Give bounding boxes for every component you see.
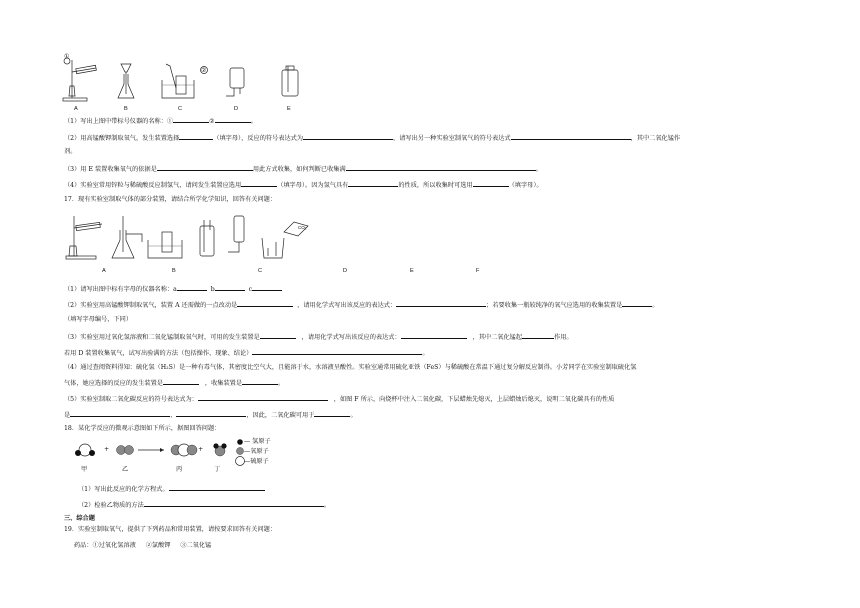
apparatus-2-d-drawing — [200, 220, 214, 256]
q17-line-2: （2）实验室用高锰酸钾制取氧气，装置 A 还需做的一点改动是 ，请用化学式写出该反应的表达式： ；若要收集一瓶较纯净的氧气应选用的收集装置是 。 — [64, 302, 659, 309]
figure2-label-c: C — [258, 268, 263, 274]
legend-oxygen: —氧原子 — [244, 448, 269, 455]
figure2-label-d: D — [343, 268, 348, 274]
blank-3-2[interactable] — [346, 164, 536, 171]
blank-17-3-3[interactable] — [522, 332, 554, 339]
blank-2-1[interactable] — [179, 133, 213, 140]
blank-c[interactable] — [252, 284, 282, 291]
plus-sign-1: + — [104, 446, 110, 453]
apparatus-figure-1 — [58, 58, 318, 108]
q18-title: 18．某化学反应的微观示意图如下所示，据图回答问题： — [64, 425, 221, 432]
q17-line-3-cont: 若用 D 装置收集氧气，试写出验满的方法（包括操作、现象、结论） 。 — [64, 350, 429, 357]
apparatus-d-drawing — [226, 68, 244, 96]
plus-sign-2: + — [198, 446, 204, 453]
blank-17-4-1[interactable] — [163, 378, 199, 385]
q16-line-2-cont: 剂。 — [64, 148, 77, 155]
blank-2-2[interactable] — [303, 133, 393, 140]
molecule-bing — [171, 444, 197, 456]
blank-17-5-3[interactable] — [176, 410, 246, 417]
q18-line-2: （2）检验乙物质的方法 。 — [78, 502, 330, 509]
molecule-yi — [117, 446, 134, 455]
apparatus-2-e-drawing — [228, 216, 244, 252]
blank-4-1[interactable] — [241, 180, 277, 187]
legend-hydrogen: — 氢原子 — [244, 438, 271, 445]
q19-title: 19．实验室制取氧气，提供了下列药品和常用装置，请按要求回答有关问题： — [64, 526, 277, 533]
blank-18-1[interactable] — [169, 484, 265, 491]
q17-line-5-cont: 是 、 ，因此，二氧化碳可用于 。 — [64, 412, 357, 419]
q17-line-1: （1）请写出图中标有字母的仪器名称：a b c — [64, 284, 282, 294]
blank-4-2[interactable] — [348, 180, 398, 187]
blank-17-2-3[interactable] — [622, 300, 652, 307]
apparatus-marker-1: ① — [64, 53, 70, 60]
blank-17-5-2[interactable] — [70, 410, 170, 417]
apparatus-2-a-drawing — [66, 216, 102, 259]
legend-sulfur: —硫原子 — [244, 458, 269, 465]
q17-line-4: （4）通过查阅资料得知：硫化氢（H₂S）是一种有毒气体，其密度比空气大，且能溶于水，水溶液呈酸性。实验室通常用硫化亚铁（FeS）与稀硫酸在常温下通过复分解反应制得。小芳同学在实验室制取硫化氢 — [64, 364, 637, 371]
q16-line-1: （1）写出上图中带标号仪器的名称：① ② 。 — [64, 118, 257, 125]
apparatus-e-drawing — [282, 66, 298, 96]
blank-1[interactable] — [173, 116, 209, 123]
blank-17-4-2[interactable] — [242, 378, 278, 385]
species-jia: 甲 — [81, 466, 88, 473]
blank-17-2-1[interactable] — [237, 300, 293, 307]
figure1-label-a: A — [74, 106, 78, 112]
q19-drugs: 药品：①过氧化氢溶液 ②氯酸钾 ③二氧化锰 — [74, 542, 212, 549]
blank-17-3-4[interactable] — [252, 348, 422, 355]
blank-4-3[interactable] — [473, 180, 509, 187]
apparatus-2-b-drawing — [112, 216, 142, 258]
apparatus-a-drawing — [63, 58, 96, 101]
q17-line-3: （3）实验室用过氧化氢溶液和二氧化锰制取氧气时，可用的发生装置是 ，请用化学式写出该反应的表达式： ，其中二氧化锰起 作用。 — [64, 334, 573, 341]
apparatus-2-c-drawing — [148, 232, 182, 258]
q16-line-3: （3）用 E 装置收集氧气的依据是 用此方式收集，如何判断已收集满 。 — [64, 166, 542, 173]
figure1-label-b: B — [124, 106, 128, 112]
figure2-label-a: A — [102, 268, 106, 274]
apparatus-figure-2 — [62, 212, 322, 266]
species-ding: 丁 — [214, 466, 221, 473]
section-3-heading: 三、综合题 — [64, 515, 95, 522]
blank-3-1[interactable] — [157, 164, 253, 171]
f-cup-label: CO₂ — [298, 225, 307, 230]
figure2-label-f: F — [476, 268, 480, 274]
blank-17-5-1[interactable] — [198, 394, 328, 401]
q16-line-2: （2）用高锰酸钾制取氧气，发生装置选择 （填字母），反应的符号表达式为 ，请写出另一种实验室制氧气的符号表达式 ，其中二氧化锰作 — [64, 135, 681, 142]
q17-title: 17．现有实验室制取气体的部分装置，请结合所学化学知识，回答有关问题： — [64, 196, 277, 203]
blank-17-3-1[interactable] — [260, 332, 296, 339]
blank-18-2[interactable] — [144, 500, 324, 507]
q17-line-4-cont: 气体，她应选择的反应的发生装置是 ，收集装置是 。 — [64, 380, 285, 387]
q17-line-2-note: （填写字母编号，下同） — [64, 316, 133, 323]
blank-a[interactable] — [177, 284, 207, 291]
figure2-label-e: E — [410, 268, 414, 274]
figure1-label-c: C — [178, 106, 183, 112]
blank-2-3[interactable] — [511, 133, 631, 140]
q16-line-4: （4）实验室常用锌粒与稀硫酸反应制氢气，请问发生装置应选用 （填字母）。因为氢气具有 的性质，所以收集时可选用 （填字母）。 — [64, 182, 543, 189]
blank-b[interactable] — [215, 284, 245, 291]
figure2-label-b: B — [172, 268, 176, 274]
blank-17-3-2[interactable] — [401, 332, 467, 339]
figure1-label-e: E — [287, 106, 291, 112]
q18-line-1: （1）写出此反应的化学方程式。 — [78, 484, 265, 494]
species-yi: 乙 — [122, 466, 129, 473]
blank-17-5-4[interactable] — [314, 410, 350, 417]
molecule-jia — [75, 444, 95, 456]
blank-2[interactable] — [215, 116, 251, 123]
q17-line-5: （5）实验室制取二氧化碳反应的符号表达式为： ，如图 F 所示，向烧杯中注入二氧化碳，下层蜡烛先熄灭，上层蜡烛后熄灭，说明二氧化碳具有的性质 — [64, 396, 615, 403]
molecule-ding — [213, 443, 226, 456]
apparatus-marker-2: ② — [201, 67, 207, 74]
figure1-label-d: D — [234, 106, 239, 112]
apparatus-b-drawing — [118, 64, 134, 98]
species-bing: 丙 — [176, 466, 183, 473]
blank-17-2-2[interactable] — [396, 300, 486, 307]
